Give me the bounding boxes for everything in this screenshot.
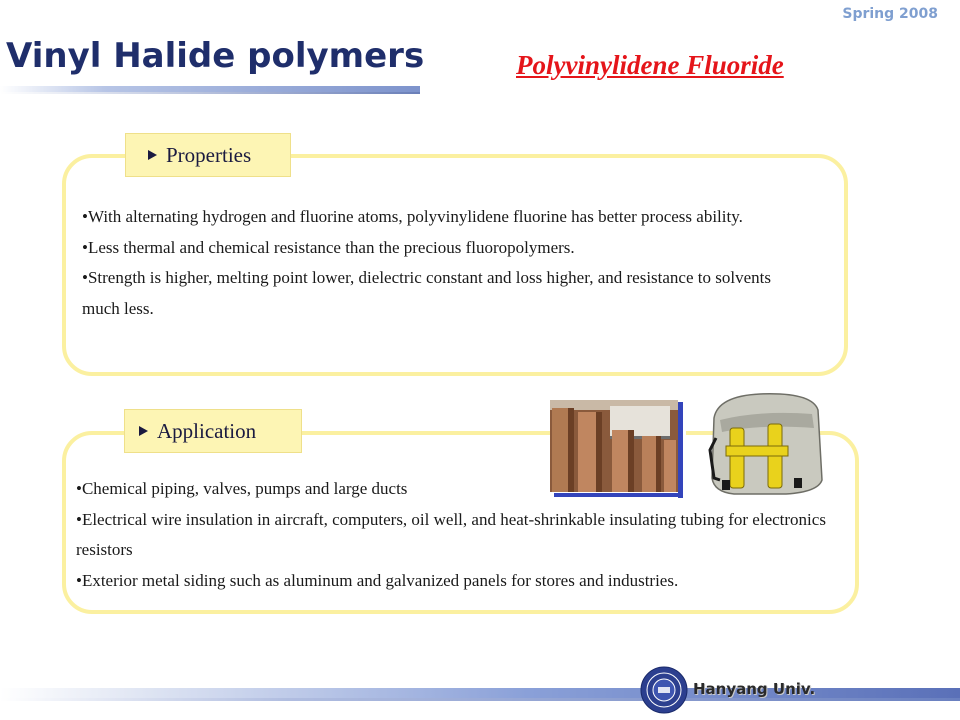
university-name: Hanyang Univ. <box>693 680 816 698</box>
properties-list <box>82 202 802 324</box>
slide-subtitle: Polyvinylidene Fluoride <box>516 50 784 80</box>
application-label: Application <box>157 418 257 443</box>
footer-rule-accent <box>0 698 960 701</box>
application-tag <box>124 409 302 453</box>
triangle-bullet-icon <box>148 150 157 160</box>
properties-tag <box>125 133 291 177</box>
properties-label: Properties <box>166 142 252 167</box>
triangle-bullet-icon <box>139 426 148 436</box>
university-seal-icon <box>640 666 688 714</box>
properties-bullet: • With alternating hydrogen and fluorine atoms, polyvinylidene fluorine has better process ability. <box>82 202 802 233</box>
title-underline-accent <box>0 92 420 94</box>
application-bullet: • Chemical piping, valves, pumps and large ducts <box>76 474 846 505</box>
application-bullet: • Exterior metal siding such as aluminum and galvanized panels for stores and industries. <box>76 566 846 597</box>
properties-bullet: • Strength is higher, melting point lower, dielectric constant and loss higher, and resistance to solvents much less. <box>82 263 802 324</box>
properties-bullet: • Less thermal and chemical resistance than the precious fluoropolymers. <box>82 233 802 264</box>
application-list <box>76 474 846 596</box>
slide-title: Vinyl Halide polymers <box>6 36 425 76</box>
term-label: Spring 2008 <box>842 6 938 22</box>
footer-rule <box>0 688 960 698</box>
application-bullet: • Electrical wire insulation in aircraft, computers, oil well, and heat-shrinkable insulating tubing for electronics resistors <box>76 505 846 566</box>
